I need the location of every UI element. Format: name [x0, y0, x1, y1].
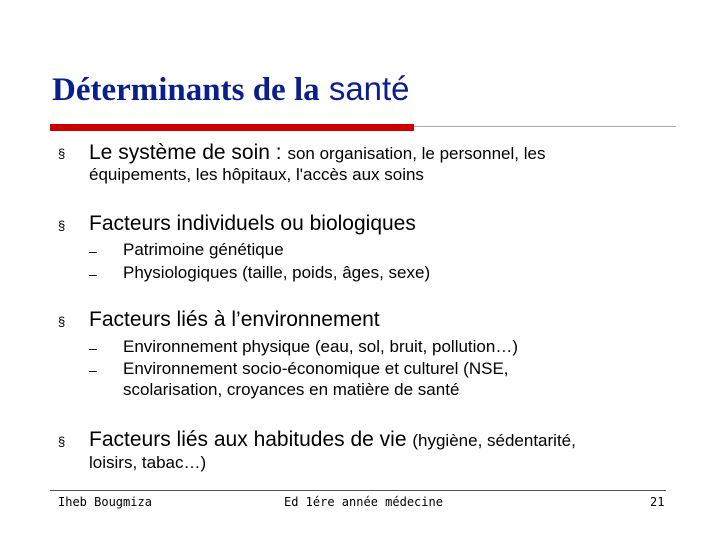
bullet-4-rest: (hygiène, sédentarité,	[412, 431, 576, 450]
bullet-2-main: Facteurs individuels ou biologiques	[89, 212, 416, 235]
slide-title	[52, 70, 410, 109]
bullet-4	[89, 428, 576, 452]
bullet-1-rest: son organisation, le personnel, les	[287, 144, 546, 163]
bullet-3-subitem-1: Environnement physique (eau, sol, bruit, pollution…)	[123, 337, 518, 356]
bullet-2-subitem-1: Patrimoine génétique	[123, 240, 284, 259]
bullet-3-subitem-2-continuation: scolarisation, croyances en matière de santé	[123, 380, 460, 399]
bullet-marker: §	[58, 218, 66, 233]
bullet-4-continuation: loisirs, tabac…)	[89, 453, 207, 472]
bullet-marker: §	[58, 146, 66, 161]
bullet-2-subitem-2: Physiologiques (taille, poids, âges, sexe)	[123, 263, 431, 282]
title-sans-part: santé	[328, 70, 410, 107]
footer-divider	[50, 490, 666, 491]
title-serif-part: Déterminants de la	[52, 72, 320, 108]
footer-course: Ed 1ére année médecine	[284, 495, 443, 509]
bullet-4-main: Facteurs liés aux habitudes de vie	[89, 428, 407, 451]
bullet-1-main: Le système de soin :	[89, 141, 282, 164]
title-underline-red	[50, 124, 414, 131]
bullet-marker: §	[58, 434, 66, 449]
bullet-1	[89, 141, 545, 165]
footer-page-number: 21	[650, 495, 665, 509]
dash-marker: –	[89, 243, 97, 259]
bullet-1-continuation: équipements, les hôpitaux, l'accès aux soins	[89, 165, 424, 184]
bullet-3-subitem-2: Environnement socio-économique et culturel (NSE,	[123, 359, 509, 378]
dash-marker: –	[89, 340, 97, 356]
bullet-3-main: Facteurs liés à l’environnement	[89, 308, 380, 331]
title-underline-gray	[414, 126, 676, 127]
dash-marker: –	[89, 362, 97, 378]
dash-marker: –	[89, 266, 97, 282]
bullet-marker: §	[58, 314, 66, 329]
footer-author: Iheb Bougmiza	[58, 495, 152, 509]
